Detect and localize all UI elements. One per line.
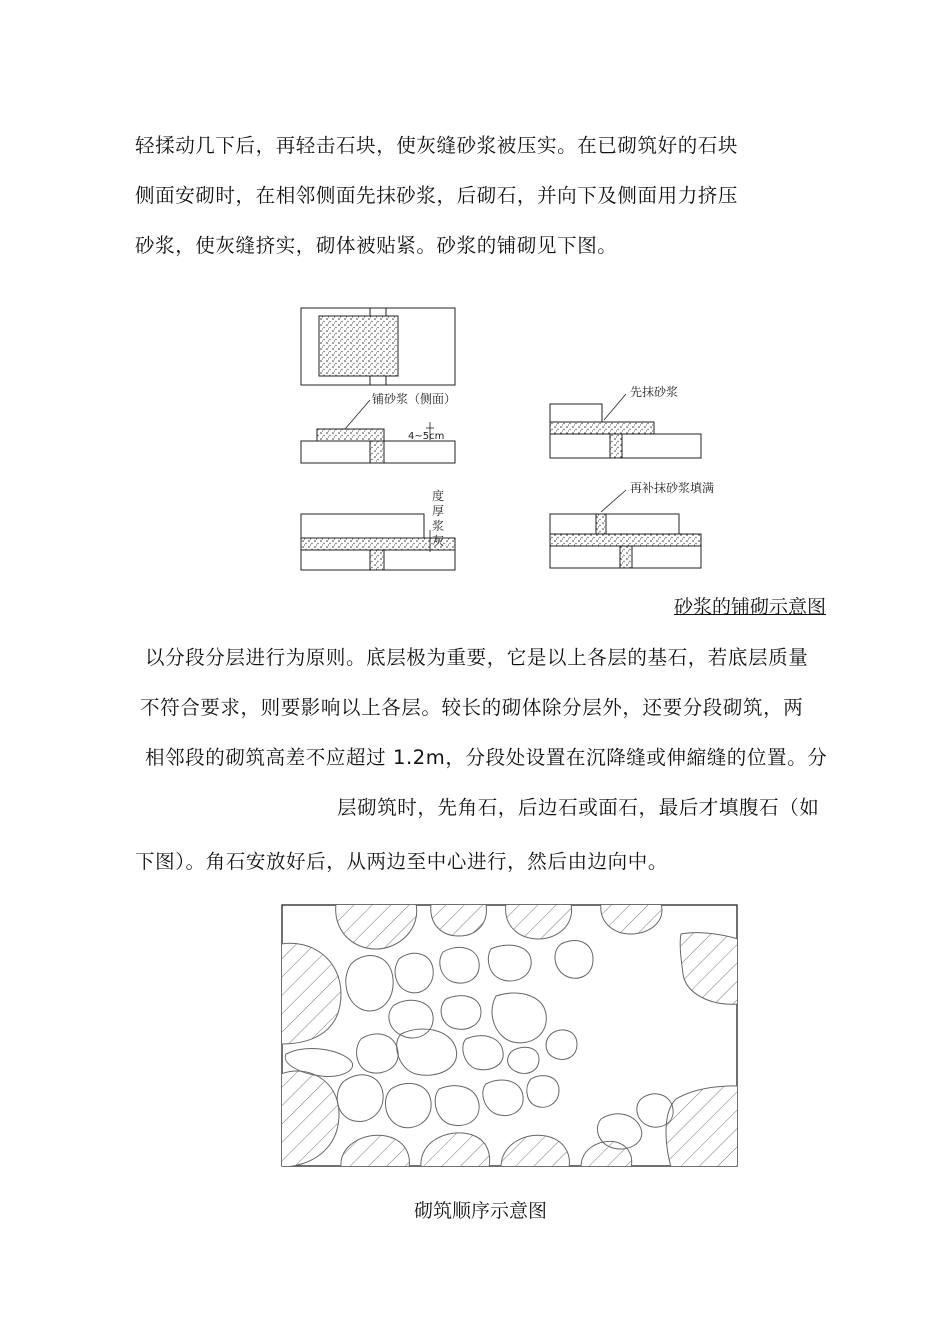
mortar-laying-diagram <box>290 300 720 580</box>
svg-text:厚: 厚 <box>432 504 445 518</box>
first-mortar-view <box>550 394 701 458</box>
figure2-caption: 砌筑顺序示意图 <box>414 1200 548 1222</box>
label-dim: 4~5cm <box>408 431 445 442</box>
paragraph1-line3: 砂浆，使灰缝挤实，砌体被贴紧。砂浆的铺砌见下图。 <box>135 234 618 257</box>
paragraph2-line2: 不符合要求，则要影响以上各层。较长的砌体除分层外，还要分段砌筑，两 <box>140 696 804 719</box>
masonry-sequence-diagram <box>281 904 738 1167</box>
label-refill: 再补抹砂浆填满 <box>630 481 715 495</box>
refill-mortar-view <box>550 490 701 568</box>
svg-text:浆: 浆 <box>432 519 445 533</box>
plan-view <box>301 308 455 385</box>
paragraph1-line1: 轻揉动几下后，再轻击石块，使灰缝砂浆被压实。在已砌筑好的石块 <box>135 134 739 157</box>
label-mortar-thickness <box>432 488 444 548</box>
svg-text:灰: 灰 <box>432 534 445 548</box>
paragraph2-line3: 相邻段的砌筑高差不应超过 1.2m，分段处设置在沉降缝或伸縮缝的位置。分 <box>145 746 828 769</box>
corner-stone <box>666 1086 738 1167</box>
paragraph2-line1: 以分段分层进行为原则。底层极为重要，它是以上各层的基石，若底层质量 <box>145 646 809 669</box>
paragraph2-line5: 下图）。角石安放好后，从两边至中心进行，然后由边向中。 <box>135 850 668 873</box>
label-first-mortar: 先抹砂浆 <box>630 385 679 399</box>
paragraph2-line4: 层砌筑时，先角石，后边石或面石，最后才填腹石（如 <box>337 796 820 819</box>
svg-text:度: 度 <box>432 489 445 503</box>
label-side-mortar: 铺砂浆（侧面） <box>372 392 457 406</box>
paragraph1-line2: 侧面安砌时，在相邻侧面先抹砂浆，后砌石，并向下及侧面用力挤压 <box>135 184 739 207</box>
figure1-caption: 砂浆的铺砌示意图 <box>674 596 827 618</box>
